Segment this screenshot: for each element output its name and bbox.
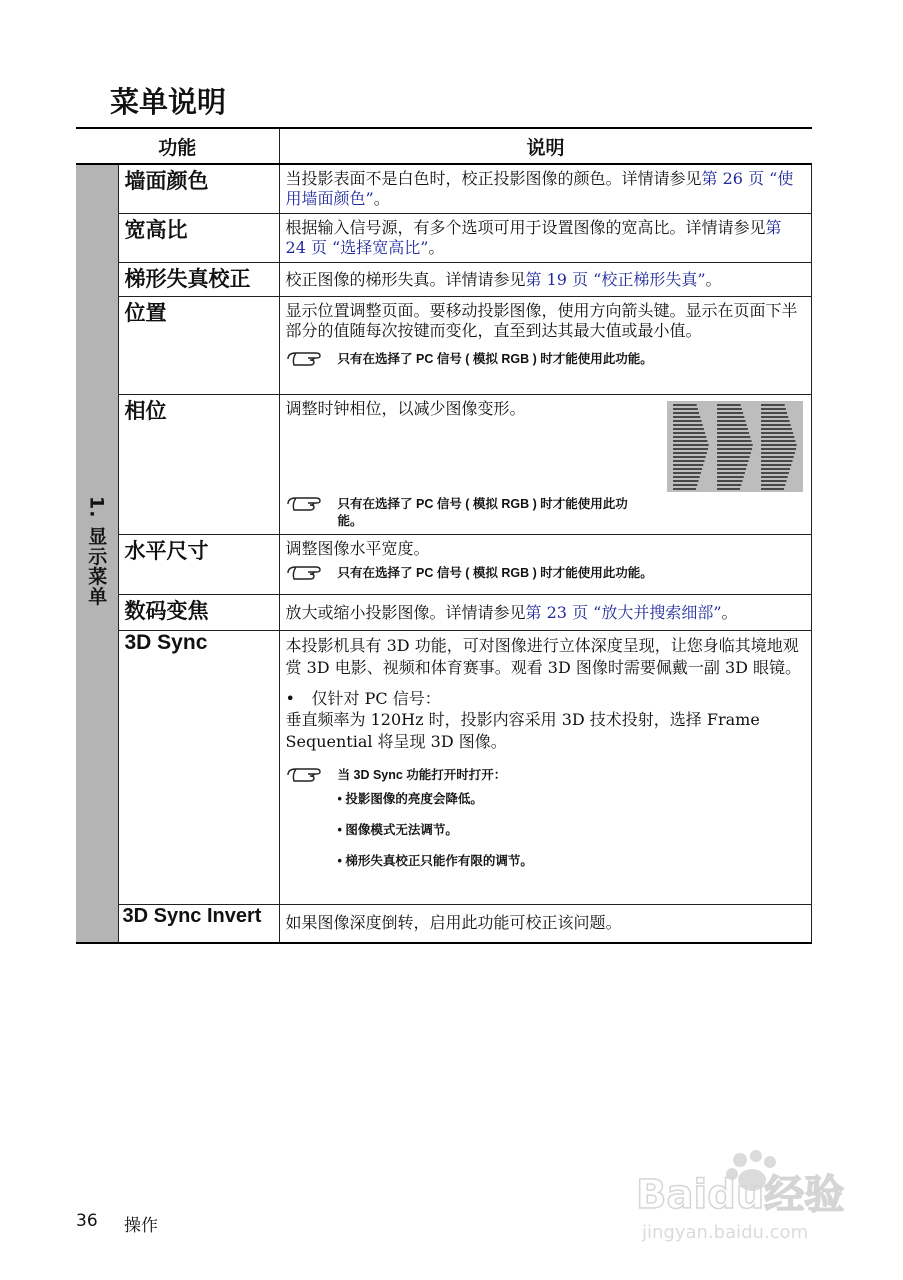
function-description: [279, 164, 811, 214]
pointing-hand-icon: [286, 563, 330, 583]
function-name: 3D Sync Invert: [118, 905, 279, 943]
footer-section: 操作: [124, 1216, 158, 1236]
description-text: 调整时钟相位，以减少图像变形。: [285, 399, 526, 418]
footer-page-number: 36: [76, 1211, 98, 1231]
phase-pattern-image: [667, 401, 803, 492]
function-name: 水平尺寸: [118, 535, 279, 595]
function-name: 相位: [118, 395, 279, 535]
description-text: 当投影表面不是白色时，校正投影图像的颜色。详情请参见: [285, 169, 702, 188]
table-row: [76, 631, 812, 905]
note-list-item: • 图像模式无法调节。: [337, 823, 458, 837]
note: [286, 565, 805, 583]
table-row: [76, 905, 812, 943]
description-text-2: 垂直频率为 120Hz 时，投影内容采用 3D 技术投射，选择 Frame Sequential 将呈现 3D 图像。: [285, 710, 760, 751]
page-reference-link[interactable]: 第 19 页 “校正梯形失真”: [525, 269, 706, 289]
description-text: 显示位置调整页面。要移动投影图像，使用方向箭头键。显示在页面下半部分的值随每次按键而变化，直至到达其最大值或最小值。: [285, 301, 798, 340]
header-function: 功能: [76, 128, 279, 164]
table-row: [76, 263, 812, 297]
page-reference-link[interactable]: 第 24 页 “选择宽高比”: [285, 218, 782, 257]
function-description: [279, 263, 811, 297]
description-text: 放大或缩小投影图像。详情请参见: [285, 602, 526, 622]
table-row: [76, 297, 812, 395]
note-text: 当 3D Sync 功能打开时打开：: [337, 768, 507, 782]
watermark-url: jingyan.baidu.com: [642, 1222, 809, 1243]
note-text: 只有在选择了 PC 信号 ( 模拟 RGB ) 时才能使用此功能。: [337, 566, 653, 580]
menu-table: [76, 127, 812, 944]
function-name: 梯形失真校正: [118, 263, 279, 297]
bullet-text: 仅针对 PC 信号：: [311, 689, 441, 708]
function-name: 3D Sync: [118, 631, 279, 905]
note-text: 只有在选择了 PC 信号 ( 模拟 RGB ) 时才能使用此功能。: [337, 352, 653, 366]
side-category-label: 1. 显示菜单: [85, 496, 108, 607]
function-description: [279, 905, 811, 943]
function-description: [279, 395, 811, 535]
header-description: 说明: [279, 128, 811, 164]
function-description: [279, 535, 811, 595]
page-reference-link[interactable]: 第 26 页 “使用墙面颜色”: [285, 169, 794, 208]
note-list: [338, 785, 805, 878]
description-tail: 。: [428, 238, 445, 257]
description-tail: 。: [373, 189, 390, 208]
bullet-item: • 仅针对 PC 信号：: [285, 689, 441, 708]
table-row: [76, 535, 812, 595]
pointing-hand-icon: [286, 349, 330, 369]
description-text: 根据输入信号源，有多个选项可用于设置图像的宽高比。详情请参见: [285, 218, 766, 237]
function-description: [279, 595, 811, 631]
note: [286, 351, 805, 369]
description-tail: 。: [705, 269, 722, 289]
description-text: 如果图像深度倒转，启用此功能可校正该问题。: [285, 913, 622, 933]
function-description: [279, 631, 811, 905]
note-list-item: • 梯形失真校正只能作有限的调节。: [337, 854, 533, 868]
table-row: [76, 164, 812, 214]
description-text: 校正图像的梯形失真。详情请参见: [285, 269, 526, 289]
table-header-row: [76, 128, 812, 164]
description-text: 调整图像水平宽度。: [285, 539, 430, 558]
function-description: [279, 297, 811, 395]
function-name: 位置: [118, 297, 279, 395]
note-list-item: • 投影图像的亮度会降低。: [337, 792, 483, 806]
function-name: 数码变焦: [118, 595, 279, 631]
function-name: 墙面颜色: [118, 164, 279, 214]
function-name: 宽高比: [118, 214, 279, 263]
side-category: [76, 164, 118, 943]
description-text: 本投影机具有 3D 功能，可对图像进行立体深度呈现，让您身临其境地观赏 3D 电影、视频和体育赛事。观看 3D 图像时需要佩戴一副 3D 眼镜。: [285, 636, 802, 677]
function-description: [279, 214, 811, 263]
page-reference-link[interactable]: 第 23 页 “放大并搜索细部”: [525, 602, 722, 622]
note: [286, 496, 646, 530]
pointing-hand-icon: [286, 765, 330, 785]
note: [286, 767, 805, 785]
page-title: 菜单说明: [110, 85, 227, 119]
note-text: 只有在选择了 PC 信号 ( 模拟 RGB ) 时才能使用此功能。: [337, 497, 628, 528]
watermark-brand: Baidu经验: [636, 1172, 845, 1218]
table-row: [76, 395, 812, 535]
table-row: [76, 214, 812, 263]
description-tail: 。: [721, 602, 738, 622]
table-row: [76, 595, 812, 631]
baidu-watermark: [632, 1150, 862, 1250]
pointing-hand-icon: [286, 494, 330, 514]
